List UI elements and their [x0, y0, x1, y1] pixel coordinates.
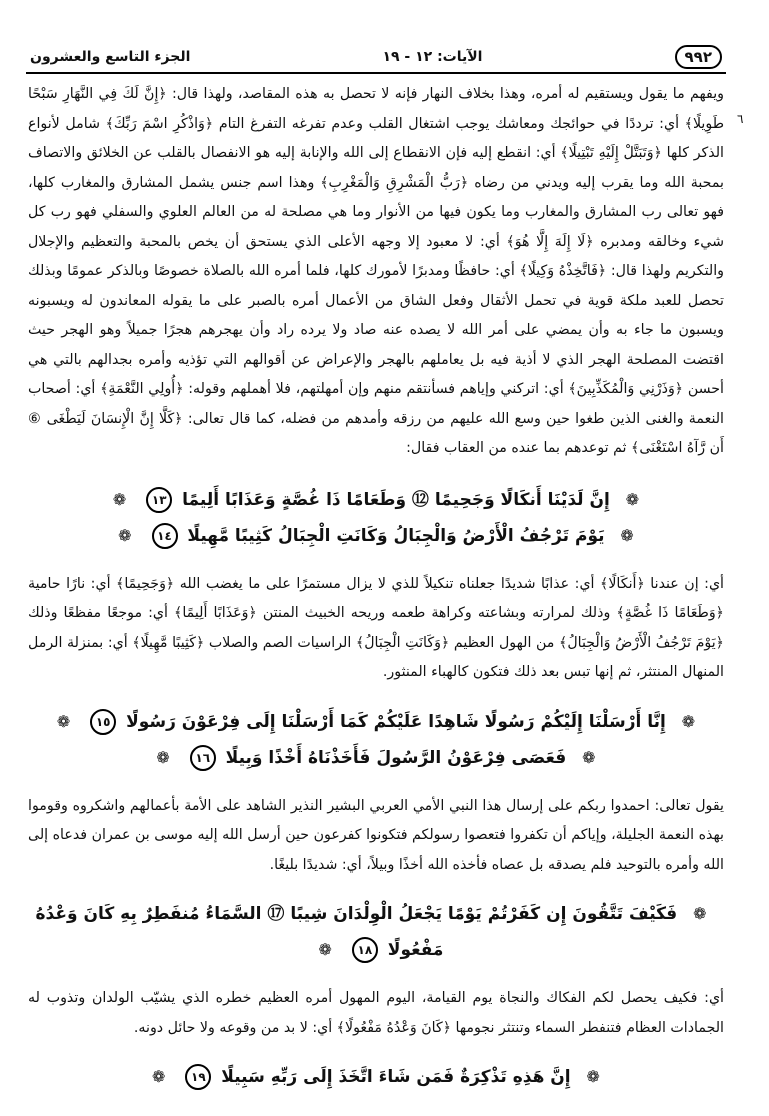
page-header — [26, 44, 726, 70]
ornament-icon: ❁ — [681, 711, 696, 731]
page-body — [28, 80, 724, 1095]
verse-text: إِنَّ هَذِهِ تَذْكِرَةٌ فَمَن شَاءَ اتَّخَذَ إِلَى رَبِّهِ سَبِيلًا — [221, 1067, 571, 1087]
ornament-icon: ❁ — [112, 489, 127, 509]
verse-line — [28, 518, 724, 554]
verse-text: فَعَصَى فِرْعَوْنُ الرَّسُولَ فَأَخَذْنَاهُ أَخْذًا وَبِيلًا — [225, 747, 567, 768]
verse-number: ١٣ — [146, 487, 172, 513]
ornament-icon: ❁ — [693, 904, 707, 923]
ornament-icon: ❁ — [586, 1067, 600, 1086]
verse-number: ١٨ — [352, 937, 378, 963]
verse-block-3 — [28, 896, 724, 968]
page-number: ٩٩٢ — [675, 45, 722, 69]
ornament-icon: ❁ — [56, 711, 71, 731]
ornament-icon: ❁ — [152, 1067, 166, 1086]
paragraph-3: يقول تعالى: احمدوا ربكم على إرسال هذا النبي الأمي العربي البشير النذير الشاهد على الأمة بأعمالهم واشكروه وقوموا بهذه النعمة الجليلة، وإياكم أن تكفروا فتعصوا رسولكم فتكونوا كفرعون حين أرسل الله إليه موسى بن عمران فدعاه إلى الله وأمره بالتوحيد فلم يصدقه بل عصاه فأخذه الله أخذًا وبيلاً، أي: شديدًا بليغًا. — [28, 797, 724, 873]
verse-text: إِنَّا أَرْسَلْنَا إِلَيْكُمْ رَسُولًا شَاهِدًا عَلَيْكُمْ كَمَا أَرْسَلْنَا إِلَى فِرْعَوْنَ رَسُولًا — [126, 711, 666, 732]
verse-block-2 — [28, 704, 724, 776]
paragraph-4: أي: فكيف يحصل لكم الفكاك والنجاة يوم القيامة، اليوم المهول أمره العظيم خطره الذي يشيّب الولدان وتذوب له الجمادات العظام فتنفطر السماء وتنتثر نجومها ﴿كَانَ وَعْدُهُ مَفْعُولًا﴾ أي: لا بد من وقوعه ولا حائل دونه. — [28, 990, 724, 1036]
ornament-icon: ❁ — [156, 747, 170, 767]
verse-text: يَوْمَ تَرْجُفُ الْأَرْضُ وَالْجِبَالُ وَكَانَتِ الْجِبَالُ كَثِيبًا مَّهِيلًا — [187, 525, 605, 546]
ornament-icon: ❁ — [582, 747, 596, 767]
verses-range: الآيات: ١٢ - ١٩ — [382, 49, 483, 65]
juz-label: الجزء التاسع والعشرون — [30, 49, 191, 65]
verse-line — [28, 896, 724, 968]
verse-line — [28, 1059, 724, 1095]
verse-line — [28, 740, 724, 776]
verse-number: ١٤ — [152, 523, 178, 549]
ornament-icon: ❁ — [318, 940, 332, 959]
verse-line — [28, 704, 724, 740]
ornament-icon: ❁ — [620, 525, 634, 545]
paragraph-1: ويفهم ما يقول ويستقيم له أمره، وهذا بخلاف النهار فإنه لا تحصل به هذه المقاصد، ولهذا قال: ﴿إِنَّ لَكَ فِي النَّهَارِ سَبْحًا طَوِيلًا﴾ أي: ترددًا في حوائجك ومعاشك يوجب اشتغال القلب وعدم تفرغه التفرغ التام ﴿وَاذْكُرِ اسْمَ رَبِّكَ﴾ شامل لأنواع الذكر كلها ﴿وَتَبَتَّلْ إِلَيْهِ تَبْتِيلًا﴾ أي: انقطع إليه فإن الانقطاع إلى الله والإنابة إليه هو الانفصال بالقلب عن الخلائق والاتصاف بمحبة الله وما يقرب إليه ويدني من رضاه ﴿رَبُّ الْمَشْرِقِ وَالْمَغْرِبِ﴾ وهذا اسم جنس يشمل المشارق والمغارب كلها، فهو تعالى رب المشارق والمغارب وما يكون فيها من الأنوار وما هي مصلحة له من العالم العلوي والسفلي فهو رب كل شيء وخالقه ومدبره ﴿لَا إِلَهَ إِلَّا هُوَ﴾ أي: لا معبود إلا وجهه الأعلى الذي يستحق أن يخص بالمحبة والتعظيم والإجلال والتكريم ولهذا قال: ﴿فَاتَّخِذْهُ وَكِيلًا﴾ أي: حافظًا ومدبرًا لأمورك كلها، فلما أمره الله بالصلاة خصوصًا وبالذكر عمومًا وبذلك تحصل للعبد ملكة قوية في تحمل الأثقال وفعل الشاق من الأعمال أمره بالصبر على ما يقوله المعاندون له ويسبونه ويسبون ما جاء به وأن يمضي على أمر الله لا يصده عنه صاد ولا يرده راد وأن يهجرهم هجرًا جميلاً وهو الهجر حيث اقتضت المصلحة الهجر الذي لا أذية فيه بل يعاملهم بالهجر والإعراض عن أقوالهم التي تؤذيه وأمره بجدالهم بالتي هي أحسن ﴿وَذَرْنِي وَالْمُكَذِّبِينَ﴾ أي: اتركني وإياهم فسأنتقم منهم وإن أمهلتهم، فلا أهملهم وقوله: ﴿أُولِي النَّعْمَةِ﴾ أي: أصحاب النعمة والغنى الذين طغوا حين وسع الله عليهم من رزقه وأمدهم من فضله، كما قال تعالى: ﴿كَلَّا إِنَّ الْإِنسَانَ لَيَطْغَى ⑥ أَن رَّآهُ اسْتَغْنَى﴾ ثم توعدهم بما عنده من العقاب فقال: — [28, 86, 724, 456]
verse-number: ١٩ — [185, 1064, 211, 1090]
verse-text: إِنَّ لَدَيْنَا أَنكَالًا وَجَحِيمًا ⑫ وَطَعَامًا ذَا غُصَّةٍ وَعَذَابًا أَلِيمًا — [182, 489, 610, 510]
verse-number: ١٥ — [90, 709, 116, 735]
header-rule — [26, 72, 726, 74]
paragraph-2: أي: إن عندنا ﴿أَنكَالًا﴾ أي: عذابًا شديدًا جعلناه تنكيلاً للذي لا يزال مستمرًا على ما يغضب الله ﴿وَجَحِيمًا﴾ أي: نارًا حامية ﴿وَطَعَامًا ذَا غُصَّةٍ﴾ وذلك لمرارته وبشاعته وكراهة طعمه وريحه الخبيث المنتن ﴿وَعَذَابًا أَلِيمًا﴾ أي: موجعًا مفظعًا وذلك ﴿يَوْمَ تَرْجُفُ الْأَرْضُ وَالْجِبَالُ﴾ من الهول العظيم ﴿وَكَانَتِ الْجِبَالُ﴾ الراسيات الصم والصلاب ﴿كَثِيبًا مَّهِيلًا﴾ أي: بمنزلة الرمل المنهال المنتثر، ثم إنها تبس بعد ذلك فتكون كالهباء المنثور. — [28, 575, 724, 680]
ornament-icon: ❁ — [118, 525, 132, 545]
verse-block-4 — [28, 1059, 724, 1095]
margin-mark: ٦ — [737, 112, 744, 126]
verse-number: ١٦ — [190, 745, 216, 771]
verse-line — [28, 482, 724, 518]
ornament-icon: ❁ — [625, 489, 640, 509]
verse-block-1 — [28, 482, 724, 554]
verse-text: فَكَيْفَ تَتَّقُونَ إِن كَفَرْتُمْ يَوْمًا يَجْعَلُ الْوِلْدَانَ شِيبًا ⑰ السَّمَاءُ مُنفَطِرٌ بِهِ كَانَ وَعْدُهُ مَفْعُولًا — [35, 904, 678, 960]
